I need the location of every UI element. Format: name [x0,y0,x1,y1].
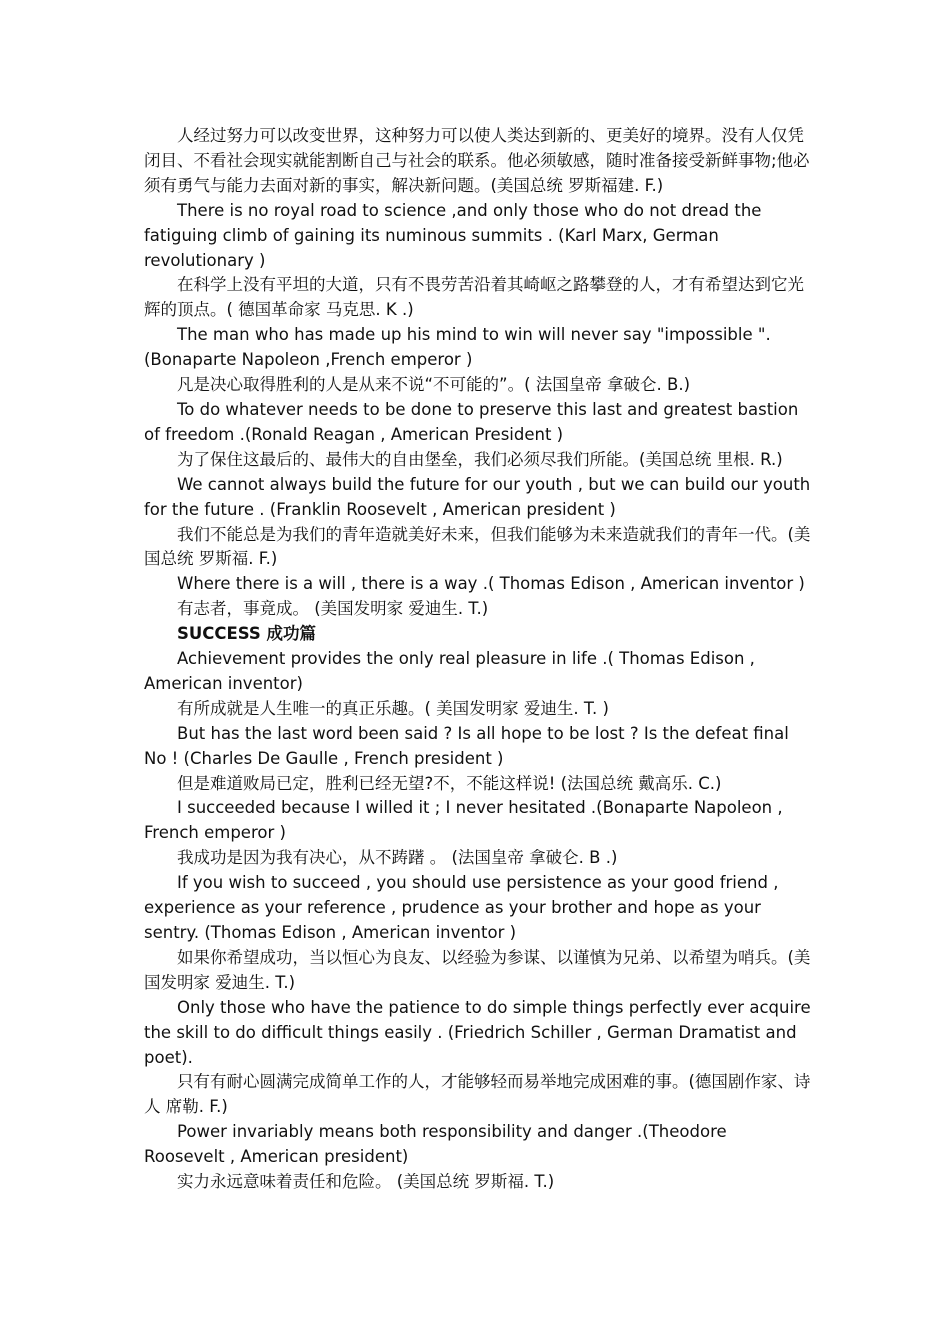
quote-chinese: 人经过努力可以改变世界，这种努力可以使人类达到新的、更美好的境界。没有人仅凭闭目、不看社会现实就能割断自己与社会的联系。他必须敏感，随时准备接受新鲜事物;他必须有勇气与能力去面对新的事实，解决新问题。(美国总统 罗斯福建. F.) [144,126,810,195]
quote-chinese: 实力永远意味着责任和危险。 (美国总统 罗斯福. T.) [177,1172,555,1192]
quote-english: I succeeded because I willed it ; I never hesitated .(Bonaparte Napoleon , French emperor ) [144,798,783,843]
quote-english: There is no royal road to science ,and only those who do not dread the fatiguing climb of gaining its numinous summits . (Karl Marx, German revolutionary ) [144,200,762,270]
quote-chinese: 凡是决心取得胜利的人是从来不说“不可能的”。( 法国皇帝 拿破仑. B.) [177,375,691,395]
quote-chinese: 我们不能总是为我们的青年造就美好未来，但我们能够为未来造就我们的青年一代。(美国总统 罗斯福. F.) [144,524,811,569]
quote-chinese: 在科学上没有平坦的大道，只有不畏劳苦沿着其崎岖之路攀登的人，才有希望达到它光辉的顶点。( 德国革命家 马克思. K .) [144,275,804,320]
quote-chinese: 有所成就是人生唯一的真正乐趣。( 美国发明家 爱迪生. T. ) [177,698,609,718]
section-heading: SUCCESS 成功篇 [177,624,317,644]
quote-chinese: 有志者，事竟成。 (美国发明家 爱迪生. T.) [177,599,489,619]
quote-english: We cannot always build the future for our youth , but we can build our youth for the future . (Franklin Roosevelt , American president ) [144,474,811,519]
quote-english: Achievement provides the only real pleasure in life .( Thomas Edison , American inventor) [144,649,755,693]
quote-english: Only those who have the patience to do simple things perfectly ever acquire the skill to do difficult things easily . (Friedrich Schiller , German Dramatist and poet). [144,997,811,1067]
quote-chinese: 为了保住这最后的、最伟大的自由堡垒，我们必须尽我们所能。(美国总统 里根. R.) [177,449,783,469]
quote-chinese: 只有有耐心圆满完成简单工作的人，才能够轻而易举地完成困难的事。(德国剧作家、诗人 席勒. F.) [144,1072,811,1117]
quote-chinese: 但是难道败局已定，胜利已经无望?不，不能这样说! (法国总统 戴高乐. C.) [177,773,722,793]
document-body [144,124,812,1195]
quote-english: If you wish to succeed , you should use persistence as your good friend , experience as your reference , prudence as your brother and hope as your sentry. (Thomas Edison , American inventor ) [144,873,779,942]
quote-english: Power invariably means both responsibility and danger .(Theodore Roosevelt , American president) [144,1122,727,1167]
quote-english: But has the last word been said ? Is all hope to be lost ? Is the defeat final No ! (Charles De Gaulle , French president ) [144,723,789,768]
quote-chinese: 我成功是因为我有决心，从不踌躇 。 (法国皇帝 拿破仑. B .) [177,848,618,868]
quote-chinese: 如果你希望成功，当以恒心为良友、以经验为参谋、以谨慎为兄弟、以希望为哨兵。(美国发明家 爱迪生. T.) [144,947,811,992]
quote-english: The man who has made up his mind to win will never say "impossible ". (Bonaparte Napoleon ,French emperor ) [144,325,771,370]
quote-english: Where there is a will , there is a way .( Thomas Edison , American inventor ) [177,574,805,594]
quote-english: To do whatever needs to be done to preserve this last and greatest bastion of freedom .(Ronald Reagan , American President ) [144,399,799,444]
